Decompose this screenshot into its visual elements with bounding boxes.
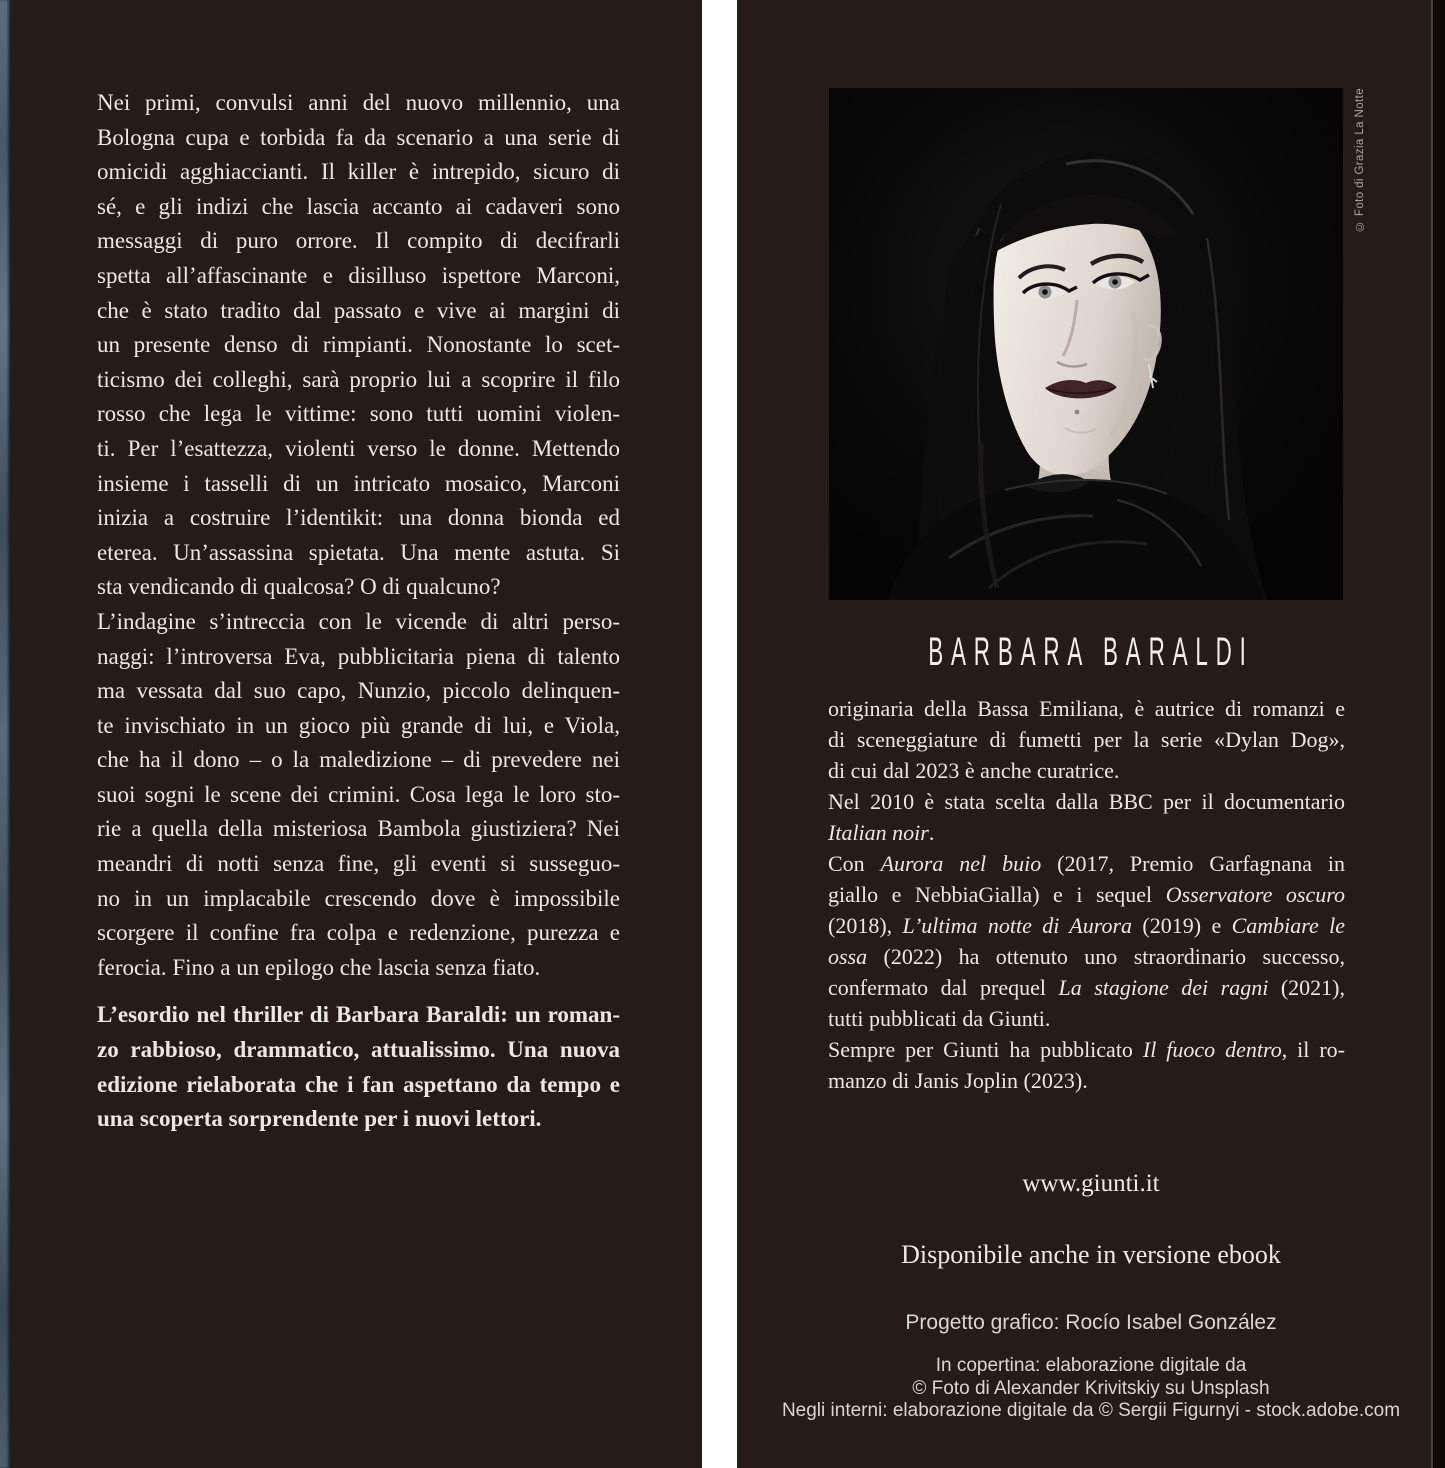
text-line: ti. Per l’esattezza, violenti verso le donne. Mettendo (97, 435, 620, 461)
credit-line: Negli interni: elaborazione digitale da © Sergii Figurnyi - stock.adobe.com (781, 1400, 1401, 1421)
website-url: www.giunti.it (1022, 1170, 1160, 1197)
author-bio (828, 693, 1345, 1096)
text-line: (2018), L’ultima notte di Aurora (2019) e Cambiare le (828, 913, 1346, 938)
text-line: che è stato tradito dal passato e vive ai margini di (97, 297, 620, 323)
text-line: ferocia. Fino a un epilogo che lascia senza fiato. (97, 954, 541, 980)
text-line: meandri di notti senza fine, gli eventi si susseguo- (97, 851, 620, 877)
text-line: inizia a costruire l’identikit: una donna bionda ed (97, 505, 620, 531)
text-line: confermato dal prequel La stagione dei ragni (2021), (828, 975, 1346, 1000)
bio-paragraph-2 (828, 786, 1345, 848)
credits-block (737, 1310, 1445, 1423)
text-line: edizione rielaborata che i fan aspettano da tempo e (97, 1071, 620, 1097)
author-photo (829, 88, 1343, 600)
text-line: una scoperta sorprendente per i nuovi lettori. (97, 1106, 542, 1132)
synopsis-paragraph-2 (97, 605, 620, 986)
synopsis-highlight-paragraph (97, 998, 620, 1136)
text-line: che ha il dono – o la maledizione – di prevedere nei (97, 747, 620, 773)
author-portrait-illustration (829, 88, 1343, 600)
bio-paragraph-1 (828, 693, 1345, 786)
text-line: Sempre per Giunti ha pubblicato Il fuoco dentro, il ro- (828, 1037, 1346, 1062)
text-line: zo rabbioso, drammatico, attualissimo. Una nuova (97, 1037, 620, 1063)
text-line: suoi sogni le scene dei crimini. Cosa lega le loro sto- (97, 781, 620, 807)
text-line: un presente denso di rimpianti. Nonostante lo scet- (97, 332, 620, 358)
credit-line: Progetto grafico: Rocío Isabel González (905, 1311, 1277, 1334)
right-flap (737, 0, 1445, 1468)
text-line: messaggi di puro orrore. Il compito di decifrarli (97, 228, 620, 254)
credit-line: In copertina: elaborazione digitale da (935, 1355, 1247, 1376)
text-line: naggi: l’introversa Eva, pubblicitaria piena di talento (97, 643, 620, 669)
ebook-availability-note: Disponibile anche in versione ebook (901, 1240, 1281, 1269)
text-line: Italian noir. (828, 820, 935, 845)
text-line: originaria della Bassa Emiliana, è autrice di romanzi e (828, 696, 1345, 721)
text-line: rosso che lega le vittime: sono tutti uomini violen- (97, 401, 620, 427)
text-line: rie a quella della misteriosa Bambola giustiziera? Nei (97, 816, 620, 842)
synopsis (97, 86, 620, 1137)
text-line: ossa (2022) ha ottenuto uno straordinario successo, (828, 944, 1345, 969)
text-line: ma vessata dal suo capo, Nunzio, piccolo delinquen- (97, 678, 620, 704)
bio-paragraph-4 (828, 1034, 1345, 1096)
spine-edge (0, 0, 10, 1468)
text-line: omicidi agghiaccianti. Il killer è intrepido, sicuro di (97, 159, 620, 185)
text-line: di sceneggiature di fumetti per la serie «Dylan Dog», (828, 727, 1345, 752)
text-line: Nei primi, convulsi anni del nuovo millennio, una (97, 90, 620, 115)
text-line: spetta all’affascinante e disilluso ispettore Marconi, (97, 262, 620, 288)
text-line: no in un implacabile crescendo dove è impossibile (97, 885, 620, 911)
text-line: ticismo dei colleghi, sarà proprio lui a scoprire il filo (97, 366, 620, 392)
credit-line: © Foto di Alexander Krivitskiy su Unsplash (912, 1377, 1270, 1399)
photo-credit: © Foto di Grazia La Notte (1354, 88, 1366, 233)
bio-paragraph-3 (828, 848, 1345, 1034)
text-line: manzo di Janis Joplin (2023). (828, 1068, 1088, 1093)
text-line: tutti pubblicati da Giunti. (828, 1006, 1051, 1031)
text-line: sta vendicando di qualcosa? O di qualcuno? (97, 574, 501, 600)
text-line: Bologna cupa e torbida fa da scenario a una serie di (97, 124, 620, 150)
text-line: insieme i tasselli di un intricato mosaico, Marconi (97, 470, 620, 496)
text-line: di cui dal 2023 è anche curatrice. (828, 758, 1120, 783)
text-line: scorgere il confine fra colpa e redenzione, purezza e (97, 920, 620, 946)
author-name: BARBARA BARALDI (928, 630, 1254, 674)
text-line: sé, e gli indizi che lascia accanto ai cadaveri sono (97, 193, 620, 219)
synopsis-paragraph-1 (97, 86, 620, 605)
left-flap (10, 0, 702, 1468)
text-line: eterea. Un’assassina spietata. Una mente astuta. Si (97, 539, 620, 565)
text-line: giallo e NebbiaGialla) e i sequel Osservatore oscuro (828, 882, 1346, 907)
text-line: Nel 2010 è stata scelta dalla BBC per il documentario (828, 789, 1345, 814)
text-line: L’indagine s’intreccia con le vicende di altri perso- (97, 608, 620, 634)
text-line: L’esordio nel thriller di Barbara Baraldi: un roman- (97, 1002, 620, 1028)
text-line: Con Aurora nel buio (2017, Premio Garfagnana in (828, 851, 1345, 876)
text-line: te invischiato in un gioco più grande di lui, e Viola, (97, 712, 620, 738)
